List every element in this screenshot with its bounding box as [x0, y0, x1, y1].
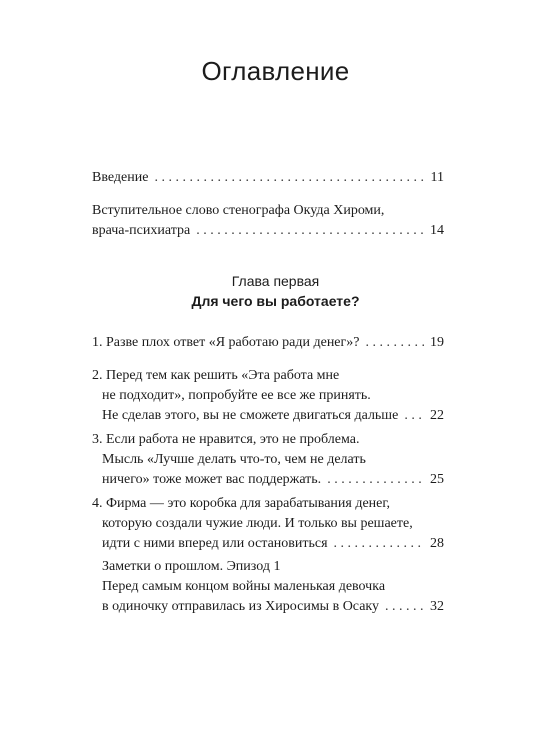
toc-entry-line: [92, 406, 444, 426]
chapter-title: Для чего вы работаете?: [191, 293, 360, 309]
chapter-label: Глава первая: [231, 273, 320, 289]
toc-leader-dots: [154, 168, 424, 188]
toc-entry-text: Перед самым концом войны маленькая девочка: [102, 579, 386, 594]
toc-entry-3[interactable]: [92, 430, 444, 490]
toc-entry-text: 2. Перед тем как решить «Эта работа мне: [92, 368, 340, 383]
toc-entry-introduction[interactable]: [92, 168, 444, 188]
toc-entry-foreword[interactable]: [92, 201, 444, 241]
toc-entry-2[interactable]: [92, 366, 444, 426]
toc-entry-1[interactable]: [92, 333, 444, 353]
toc-entry-text: 3. Если работа не нравится, это не проблема.: [92, 432, 360, 447]
toc-entry-text: Введение: [92, 170, 149, 185]
toc-leader-dots: [385, 597, 424, 617]
toc-entry-4[interactable]: [92, 494, 444, 554]
page-title: Оглавление: [201, 56, 350, 86]
toc-entry-text: не подходит», попробуйте ее все же принять.: [102, 388, 371, 403]
toc-entry-episode-1[interactable]: [102, 557, 444, 617]
toc-entry-text: ничего» тоже может вас поддержать.: [102, 472, 322, 487]
toc-entry-text: идти с ними вперед или остановиться: [102, 536, 328, 551]
toc-page-number: 19: [430, 335, 444, 350]
toc-page-number: 25: [430, 472, 444, 487]
toc-entry-text: Вступительное слово стенографа Окуда Хироми,: [92, 203, 385, 218]
toc-entry-line: [92, 221, 444, 241]
toc-page-number: 28: [430, 536, 444, 551]
toc-entry-line: [102, 597, 444, 617]
toc-entry-text: которую создали чужие люди. И только вы решаете,: [102, 516, 413, 531]
toc-entry-line: [92, 333, 444, 353]
toc-page-number: 22: [430, 408, 444, 423]
toc-entry-text: 4. Фирма — это коробка для зарабатывания денег,: [92, 496, 391, 511]
toc-entry-text: 1. Разве плох ответ «Я работаю ради денег»?: [92, 335, 360, 350]
toc-leader-dots: [196, 221, 424, 241]
toc-entry-text: Не сделав этого, вы не сможете двигаться дальше: [102, 408, 399, 423]
toc-entry-line: [92, 470, 444, 490]
toc-page-number: 11: [430, 170, 444, 185]
toc-leader-dots: [365, 333, 424, 353]
toc-entry-text: врача-психиатра: [92, 223, 191, 238]
toc-entry-text: Мысль «Лучше делать что-то, чем не делать: [102, 452, 366, 467]
toc-entry-line: [92, 534, 444, 554]
toc-leader-dots: [327, 470, 424, 490]
toc-leader-dots: [334, 534, 424, 554]
toc-entry-text: в одиночку отправилась из Хиросимы в Осаку: [102, 599, 380, 614]
toc-page-number: 14: [430, 223, 444, 238]
toc-leader-dots: [404, 406, 424, 426]
toc-entry-text: Заметки о прошлом. Эпизод 1: [102, 559, 281, 574]
toc-entry-line: [92, 168, 444, 188]
toc-page-number: 32: [430, 599, 444, 614]
